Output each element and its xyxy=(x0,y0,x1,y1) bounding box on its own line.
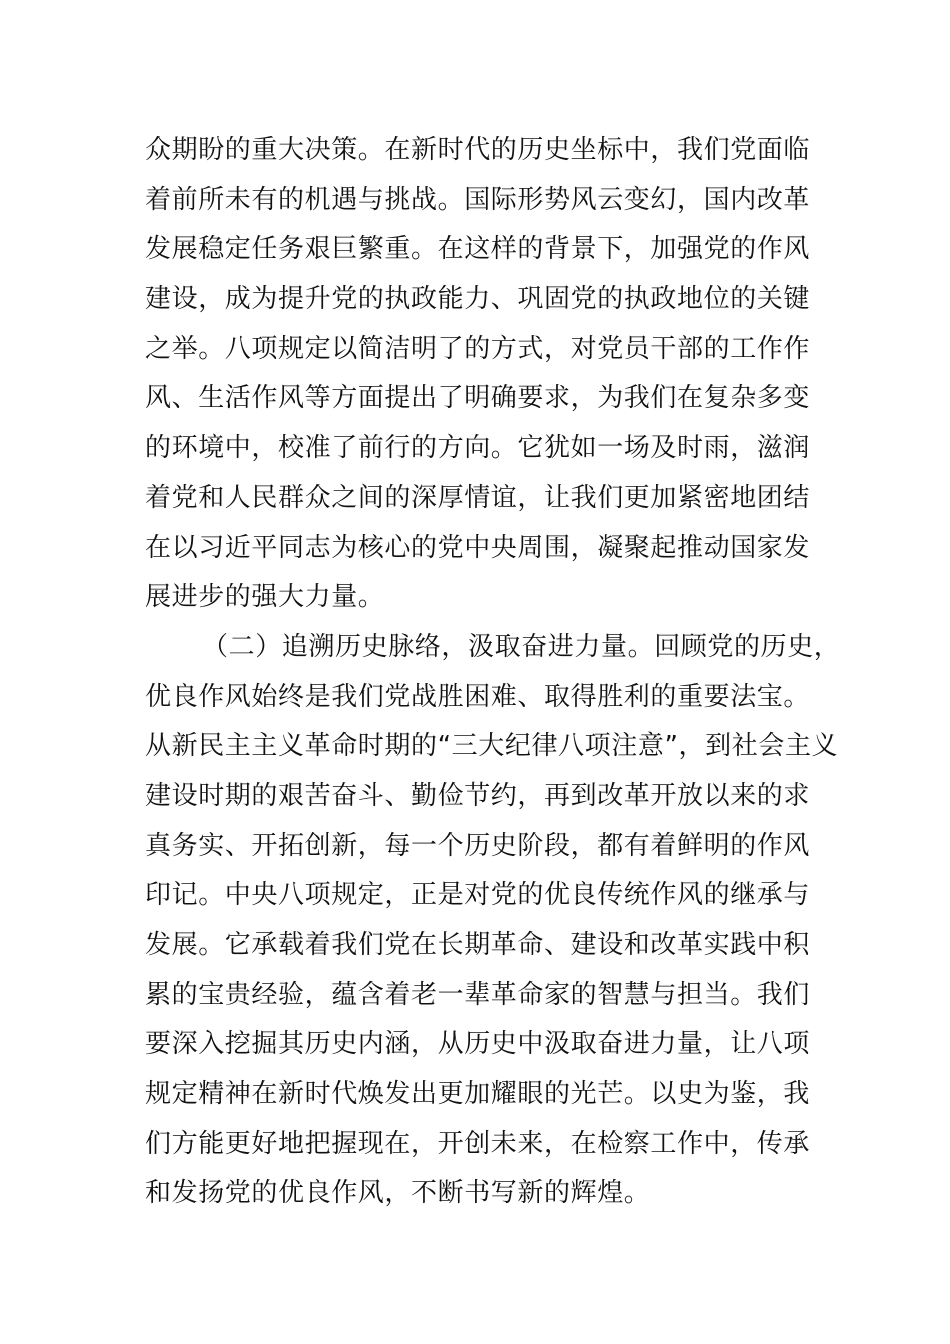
text-line: 建设，成为提升党的执政能力、巩固党的执政地位的关键 xyxy=(145,284,811,315)
text-line: 从新民主主义革命时期的“三大纪律八项注意”，到社会主义 xyxy=(145,731,839,762)
text-line: 印记。中央八项规定，正是对党的优良传统作风的继承与 xyxy=(145,880,811,911)
body-text xyxy=(145,126,845,1219)
text-line: 规定精神在新时代焕发出更加耀眼的光芒。以史为鉴，我 xyxy=(145,1079,811,1110)
text-line: 们方能更好地把握现在，开创未来，在检察工作中，传承 xyxy=(145,1128,811,1159)
text-line: 着前所未有的机遇与挑战。国际形势风云变幻，国内改革 xyxy=(145,184,811,215)
text-line: 建设时期的艰苦奋斗、勤俭节约，再到改革开放以来的求 xyxy=(145,780,811,811)
text-line: 发展稳定任务艰巨繁重。在这样的背景下，加强党的作风 xyxy=(145,234,811,265)
text-line: 在以习近平同志为核心的党中央周围，凝聚起推动国家发 xyxy=(145,532,811,563)
text-line: 的环境中，校准了前行的方向。它犹如一场及时雨，滋润 xyxy=(145,433,811,464)
text-line: 要深入挖掘其历史内涵，从历史中汲取奋进力量，让八项 xyxy=(145,1029,811,1060)
text-line: 之举。八项规定以简洁明了的方式，对党员干部的工作作 xyxy=(145,333,811,364)
text-line: 真务实、开拓创新，每一个历史阶段，都有着鲜明的作风 xyxy=(145,830,811,861)
text-line: 和发扬党的优良作风，不断书写新的辉煌。 xyxy=(145,1178,651,1209)
text-line: 累的宝贵经验，蕴含着老一辈革命家的智慧与担当。我们 xyxy=(145,979,811,1010)
text-line: 展进步的强大力量。 xyxy=(145,582,385,613)
text-line: 发展。它承载着我们党在长期革命、建设和改革实践中积 xyxy=(145,930,811,960)
section-heading-line: （二）追溯历史脉络，汲取奋进力量。回顾党的历史， xyxy=(202,631,841,662)
text-line: 优良作风始终是我们党战胜困难、取得胜利的重要法宝。 xyxy=(145,681,811,712)
text-line: 众期盼的重大决策。在新时代的历史坐标中，我们党面临 xyxy=(145,135,811,165)
text-line: 风、生活作风等方面提出了明确要求，为我们在复杂多变 xyxy=(145,383,811,414)
text-line: 着党和人民群众之间的深厚情谊，让我们更加紧密地团结 xyxy=(145,482,811,513)
